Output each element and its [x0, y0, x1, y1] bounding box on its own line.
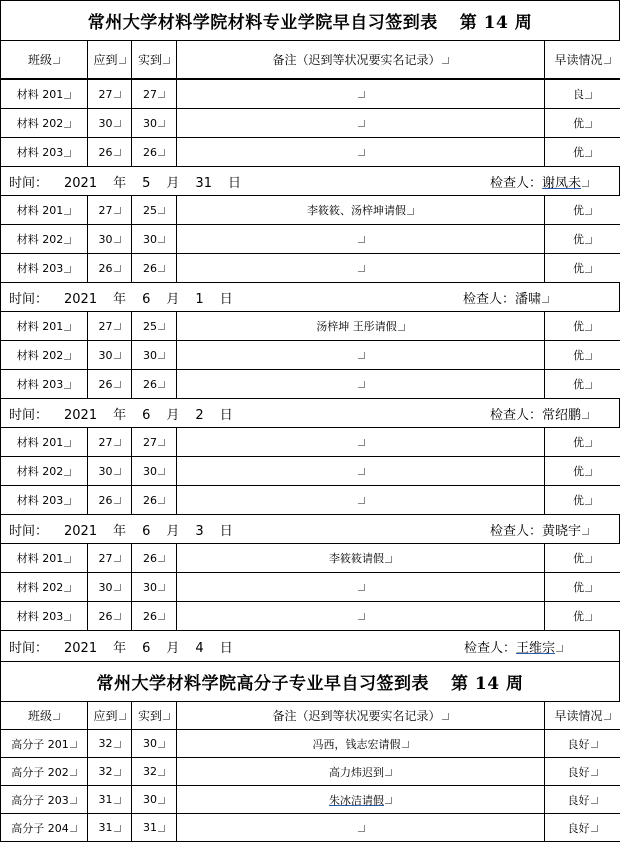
- inspector: 检查人：谢凤未: [490, 172, 589, 191]
- expected-cell: 32: [88, 730, 132, 758]
- inspector-name: 王维宗: [516, 641, 555, 656]
- actual-cell: 26: [132, 544, 177, 573]
- table-row: [1, 80, 620, 109]
- date-row-4: [0, 631, 620, 661]
- table-row: [1, 602, 620, 631]
- table-row: [1, 786, 620, 814]
- header-note: 备注（迟到等状况要实名记录）: [177, 702, 545, 730]
- header-status: 早读情况: [545, 702, 620, 730]
- materials-header-row: [1, 41, 620, 79]
- class-cell: 材料 202: [1, 109, 88, 138]
- table-row: [1, 225, 620, 254]
- status-cell: 优: [545, 428, 620, 457]
- materials-title: 常州大学材料学院材料专业学院早自习签到表: [88, 8, 438, 33]
- status-cell: 优: [545, 486, 620, 515]
- status-cell: 优: [545, 109, 620, 138]
- date-line: 时间： 2021 年 6 月 1 日: [9, 288, 249, 307]
- actual-cell: 25: [132, 312, 177, 341]
- expected-cell: 26: [88, 254, 132, 283]
- class-cell: 材料 203: [1, 254, 88, 283]
- class-cell: 材料 202: [1, 341, 88, 370]
- status-cell: 良好: [545, 814, 620, 842]
- actual-cell: 31: [132, 814, 177, 842]
- header-class: 班级: [1, 702, 88, 730]
- actual-cell: 26: [132, 138, 177, 167]
- header-status: 早读情况: [545, 41, 620, 79]
- actual-cell: 26: [132, 254, 177, 283]
- table-row: [1, 758, 620, 786]
- note-cell: 冯西，钱志宏请假: [177, 730, 545, 758]
- inspector-name: 谢凤未: [542, 176, 581, 191]
- class-cell: 材料 201: [1, 544, 88, 573]
- class-cell: 材料 202: [1, 573, 88, 602]
- status-cell: 优: [545, 341, 620, 370]
- class-cell: 高分子 201: [1, 730, 88, 758]
- materials-week: 第 14 周: [460, 8, 533, 33]
- table-row: [1, 312, 620, 341]
- status-cell: 优: [545, 370, 620, 399]
- expected-cell: 30: [88, 109, 132, 138]
- date-line: 时间： 2021 年 6 月 3 日: [9, 520, 249, 539]
- class-cell: 高分子 204: [1, 814, 88, 842]
- table-row: [1, 370, 620, 399]
- day-block-4: [0, 543, 620, 631]
- class-cell: 材料 201: [1, 312, 88, 341]
- date-line: 时间： 2021 年 6 月 2 日: [9, 404, 249, 423]
- note-cell: [177, 254, 545, 283]
- expected-cell: 27: [88, 428, 132, 457]
- note-cell: 李筱筱请假: [177, 544, 545, 573]
- note-cell: [177, 370, 545, 399]
- inspector: 检查人：黄晓宇: [490, 520, 589, 539]
- expected-cell: 27: [88, 312, 132, 341]
- expected-cell: 27: [88, 544, 132, 573]
- header-note: 备注（迟到等状况要实名记录）: [177, 41, 545, 79]
- polymer-title-row: [0, 661, 620, 701]
- date-row-1: [0, 283, 620, 311]
- note-cell: [177, 428, 545, 457]
- inspector: 检查人：潘啸: [463, 288, 549, 307]
- expected-cell: 30: [88, 457, 132, 486]
- day-block-3: [0, 427, 620, 515]
- date-line: 时间： 2021 年 6 月 4 日: [9, 637, 249, 656]
- date-row-0: [0, 167, 620, 195]
- note-cell: [177, 341, 545, 370]
- table-row: [1, 428, 620, 457]
- actual-cell: 32: [132, 758, 177, 786]
- polymer-title: 常州大学材料学院高分子专业早自习签到表: [97, 669, 430, 694]
- table-row: [1, 138, 620, 167]
- note-cell: [177, 109, 545, 138]
- expected-cell: 26: [88, 602, 132, 631]
- inspector-name: 黄晓宇: [542, 524, 581, 539]
- date-line: 时间： 2021 年 5 月 31 日: [9, 172, 257, 191]
- status-cell: 优: [545, 573, 620, 602]
- table-row: [1, 730, 620, 758]
- actual-cell: 26: [132, 370, 177, 399]
- table-row: [1, 814, 620, 842]
- actual-cell: 30: [132, 786, 177, 814]
- actual-cell: 26: [132, 486, 177, 515]
- expected-cell: 30: [88, 573, 132, 602]
- day-block-0: [0, 79, 620, 167]
- class-cell: 材料 203: [1, 138, 88, 167]
- expected-cell: 26: [88, 486, 132, 515]
- note-cell: [177, 138, 545, 167]
- class-cell: 材料 202: [1, 457, 88, 486]
- table-row: [1, 109, 620, 138]
- inspector-name: 常绍鹏: [542, 408, 581, 423]
- expected-cell: 27: [88, 196, 132, 225]
- class-cell: 高分子 202: [1, 758, 88, 786]
- header-expected: 应到: [88, 702, 132, 730]
- note-cell: 朱冰洁请假: [177, 786, 545, 814]
- expected-cell: 31: [88, 786, 132, 814]
- note-cell: [177, 573, 545, 602]
- note-cell: 高力炜迟到: [177, 758, 545, 786]
- table-row: [1, 544, 620, 573]
- status-cell: 良好: [545, 730, 620, 758]
- note-cell: 李筱筱、汤梓坤请假: [177, 196, 545, 225]
- status-cell: 优: [545, 544, 620, 573]
- status-cell: 优: [545, 457, 620, 486]
- inspector: 检查人：王维宗: [464, 637, 563, 656]
- date-row-3: [0, 515, 620, 543]
- note-cell: [177, 602, 545, 631]
- actual-cell: 30: [132, 730, 177, 758]
- header-class: 班级: [1, 41, 88, 79]
- polymer-table: [0, 701, 620, 842]
- class-cell: 材料 201: [1, 428, 88, 457]
- status-cell: 优: [545, 196, 620, 225]
- status-cell: 优: [545, 225, 620, 254]
- actual-cell: 25: [132, 196, 177, 225]
- table-row: [1, 341, 620, 370]
- class-cell: 材料 201: [1, 80, 88, 109]
- header-expected: 应到: [88, 41, 132, 79]
- status-cell: 优: [545, 602, 620, 631]
- actual-cell: 30: [132, 573, 177, 602]
- expected-cell: 30: [88, 341, 132, 370]
- note-cell: 汤梓坤 王彤请假: [177, 312, 545, 341]
- status-cell: 优: [545, 138, 620, 167]
- class-cell: 高分子 203: [1, 786, 88, 814]
- actual-cell: 30: [132, 225, 177, 254]
- class-cell: 材料 202: [1, 225, 88, 254]
- actual-cell: 27: [132, 428, 177, 457]
- expected-cell: 26: [88, 138, 132, 167]
- actual-cell: 26: [132, 602, 177, 631]
- status-cell: 良好: [545, 786, 620, 814]
- status-cell: 优: [545, 312, 620, 341]
- table-row: [1, 254, 620, 283]
- status-cell: 良好: [545, 758, 620, 786]
- table-row: [1, 196, 620, 225]
- note-cell: [177, 225, 545, 254]
- note-cell: [177, 486, 545, 515]
- materials-header-table: [0, 40, 620, 79]
- inspector-name: 潘啸: [515, 292, 541, 307]
- note-cell: [177, 814, 545, 842]
- actual-cell: 30: [132, 109, 177, 138]
- table-row: [1, 457, 620, 486]
- note-cell: [177, 457, 545, 486]
- actual-cell: 30: [132, 457, 177, 486]
- day-block-1: [0, 195, 620, 283]
- expected-cell: 27: [88, 80, 132, 109]
- class-cell: 材料 203: [1, 602, 88, 631]
- table-row: [1, 573, 620, 602]
- polymer-week: 第 14 周: [451, 669, 524, 694]
- day-block-2: [0, 311, 620, 399]
- status-cell: 良: [545, 80, 620, 109]
- inspector: 检查人：常绍鹏: [490, 404, 589, 423]
- note-cell: [177, 80, 545, 109]
- expected-cell: 32: [88, 758, 132, 786]
- class-cell: 材料 203: [1, 486, 88, 515]
- expected-cell: 30: [88, 225, 132, 254]
- expected-cell: 26: [88, 370, 132, 399]
- class-cell: 材料 203: [1, 370, 88, 399]
- actual-cell: 27: [132, 80, 177, 109]
- date-row-2: [0, 399, 620, 427]
- status-cell: 优: [545, 254, 620, 283]
- expected-cell: 31: [88, 814, 132, 842]
- header-actual: 实到: [132, 702, 177, 730]
- table-row: [1, 486, 620, 515]
- polymer-header-row: [1, 702, 620, 730]
- header-actual: 实到: [132, 41, 177, 79]
- materials-title-row: [0, 0, 620, 40]
- class-cell: 材料 201: [1, 196, 88, 225]
- actual-cell: 30: [132, 341, 177, 370]
